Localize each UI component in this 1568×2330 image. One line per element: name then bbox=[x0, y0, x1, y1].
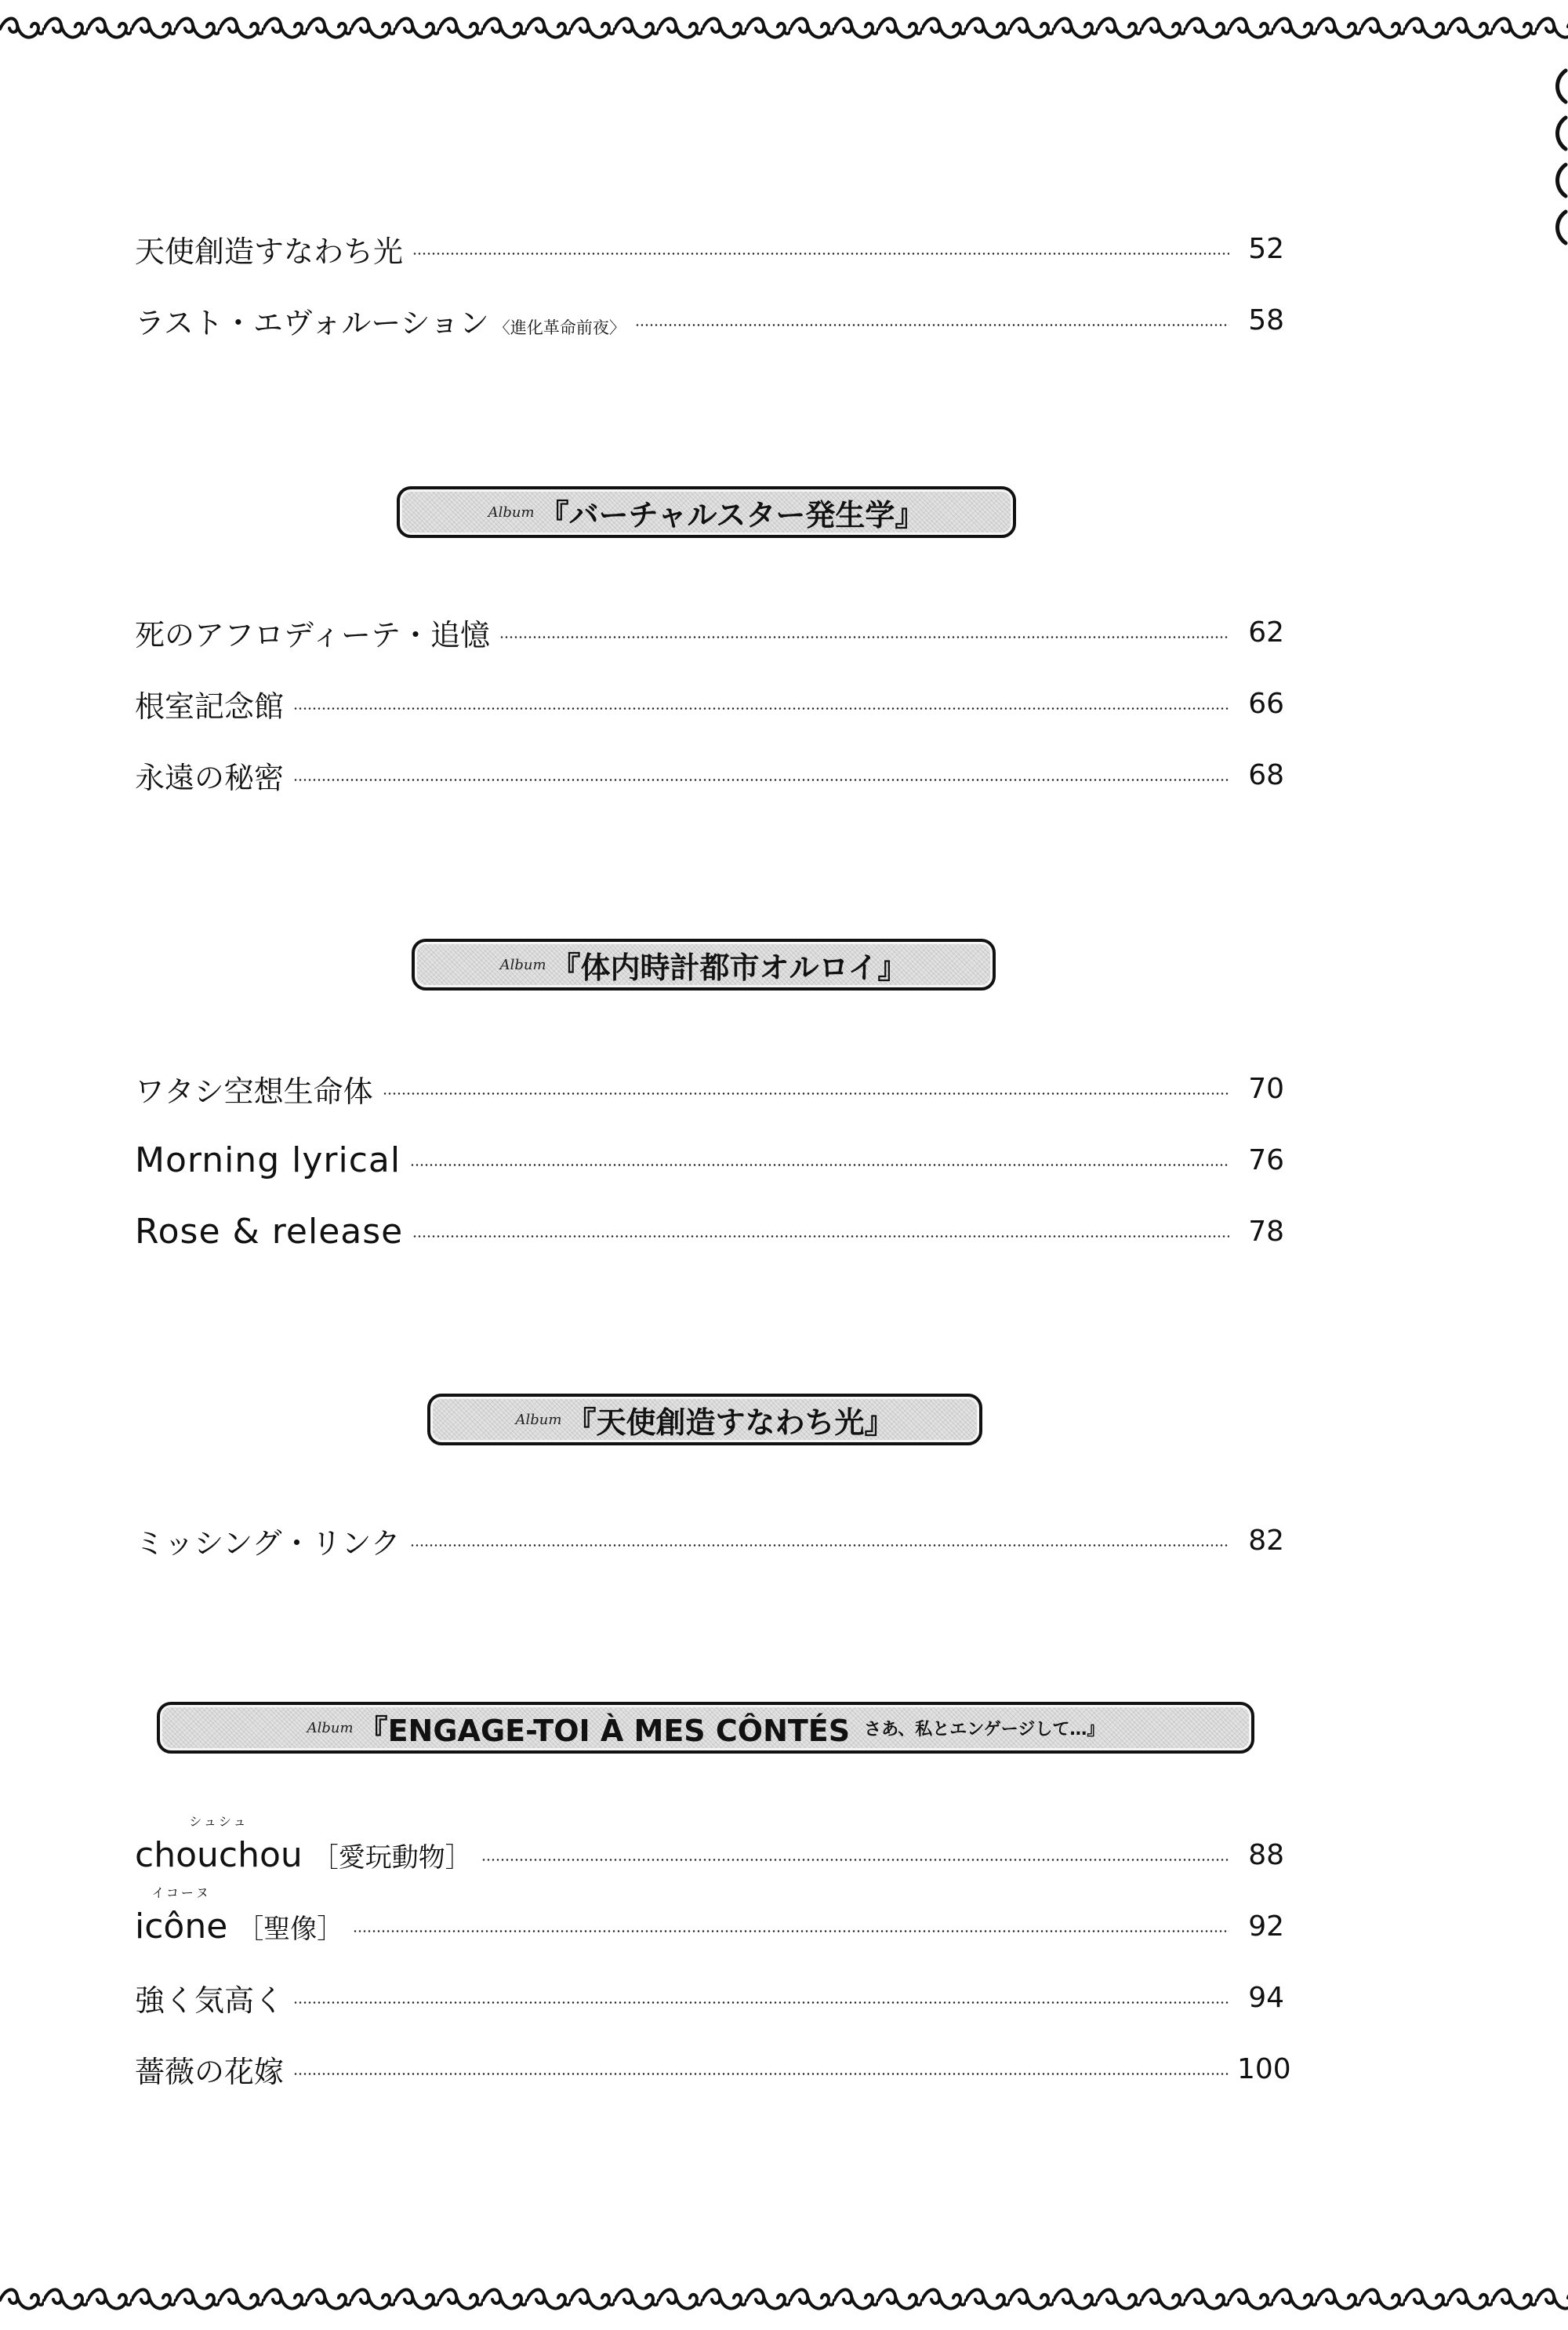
page-number: 94 bbox=[1248, 1981, 1284, 2014]
entry-title: 薔薇の花嫁 bbox=[135, 2054, 285, 2089]
entry-title: ワタシ空想生命体 bbox=[135, 1074, 373, 1109]
page-number: 88 bbox=[1248, 1838, 1284, 1871]
dot-leader bbox=[353, 1930, 1229, 1932]
page-number: 66 bbox=[1248, 687, 1284, 720]
page-number: 68 bbox=[1248, 758, 1284, 791]
album-banner bbox=[157, 1702, 1254, 1754]
entry-title: icône bbox=[135, 1906, 228, 1947]
album-banner bbox=[412, 939, 996, 991]
page-number: 78 bbox=[1248, 1215, 1284, 1248]
entry-title-wrap bbox=[135, 1813, 472, 1875]
entry-bracket: ［聖像］ bbox=[237, 1913, 344, 1945]
ruby-reading: イコーヌ bbox=[151, 1885, 211, 1900]
album-title: 『天使創造すなわち光』 bbox=[566, 1405, 895, 1440]
album-label: Album bbox=[488, 503, 535, 521]
toc-entry[interactable] bbox=[135, 1813, 1284, 1882]
dot-leader bbox=[293, 2001, 1229, 2004]
entry-title: ラスト・エヴォルーション bbox=[135, 305, 489, 340]
album-subtitle: さあ、私とエンゲージして…』 bbox=[864, 1719, 1105, 1739]
album-title: 『ENGAGE-TOI À MES CÔNTÉS bbox=[358, 1713, 851, 1748]
dot-leader bbox=[635, 324, 1229, 326]
page-number: 100 bbox=[1237, 2052, 1291, 2085]
dot-leader bbox=[293, 707, 1229, 710]
entry-title: ミッシング・リンク bbox=[135, 1525, 401, 1561]
dot-leader bbox=[412, 1235, 1229, 1238]
toc-entry[interactable] bbox=[135, 1970, 1284, 2025]
album-label: Album bbox=[307, 1719, 354, 1736]
entry-title: 永遠の秘密 bbox=[135, 760, 285, 795]
entry-subtitle: 〈進化革命前夜〉 bbox=[493, 318, 626, 337]
dot-leader bbox=[293, 2073, 1229, 2075]
ruby-reading: シュシュ bbox=[189, 1813, 249, 1829]
toc-entry[interactable] bbox=[135, 1513, 1284, 1568]
entry-title: chouchou bbox=[135, 1834, 303, 1875]
album-title: 『バーチャルスター発生学』 bbox=[539, 497, 925, 533]
dot-leader bbox=[383, 1092, 1229, 1095]
toc-entry[interactable] bbox=[135, 605, 1284, 660]
album-banner bbox=[397, 486, 1016, 538]
entry-title: 強く気高く bbox=[135, 1983, 285, 2018]
toc-entry[interactable] bbox=[135, 676, 1284, 731]
entry-title: Morning lyrical bbox=[135, 1140, 401, 1180]
toc-entry[interactable] bbox=[135, 1132, 1284, 1187]
entry-bracket: ［愛玩動物］ bbox=[311, 1841, 472, 1874]
entry-title-wrap bbox=[135, 299, 626, 342]
page-number: 92 bbox=[1248, 1910, 1284, 1943]
dot-leader bbox=[410, 1164, 1229, 1166]
page-number: 82 bbox=[1248, 1524, 1284, 1557]
page-number: 58 bbox=[1248, 304, 1284, 336]
toc-entry[interactable] bbox=[135, 1885, 1284, 1954]
toc-entry[interactable] bbox=[135, 1204, 1284, 1259]
side-ornament bbox=[1548, 63, 1568, 267]
page-number: 76 bbox=[1248, 1143, 1284, 1176]
entry-title-wrap bbox=[135, 1885, 344, 1947]
toc-entry[interactable] bbox=[135, 747, 1284, 802]
entry-title: 死のアフロディーテ・追憶 bbox=[135, 617, 490, 652]
album-banner bbox=[427, 1394, 982, 1445]
dot-leader bbox=[481, 1859, 1229, 1861]
entry-title: 根室記念館 bbox=[135, 689, 285, 724]
bottom-scroll-border bbox=[0, 2281, 1568, 2320]
entry-title-ruby bbox=[135, 1885, 228, 1947]
dot-leader bbox=[410, 1544, 1229, 1547]
page-number: 70 bbox=[1248, 1072, 1284, 1105]
toc-entry[interactable] bbox=[135, 1061, 1284, 1116]
top-scroll-border bbox=[0, 9, 1568, 49]
dot-leader bbox=[499, 636, 1229, 638]
toc-entry[interactable] bbox=[135, 2041, 1291, 2096]
album-title: 『体内時計都市オルロイ』 bbox=[550, 950, 908, 985]
album-label: Album bbox=[515, 1411, 562, 1428]
album-label: Album bbox=[499, 956, 546, 973]
entry-title: 天使創造すなわち光 bbox=[135, 234, 404, 269]
dot-leader bbox=[293, 779, 1229, 781]
page-number: 52 bbox=[1248, 232, 1284, 265]
entry-title-ruby bbox=[135, 1813, 303, 1875]
page-number: 62 bbox=[1248, 616, 1284, 649]
toc-entry[interactable] bbox=[135, 221, 1284, 276]
entry-title: Rose & release bbox=[135, 1211, 404, 1252]
dot-leader bbox=[412, 253, 1229, 255]
toc-entry[interactable] bbox=[135, 293, 1284, 347]
